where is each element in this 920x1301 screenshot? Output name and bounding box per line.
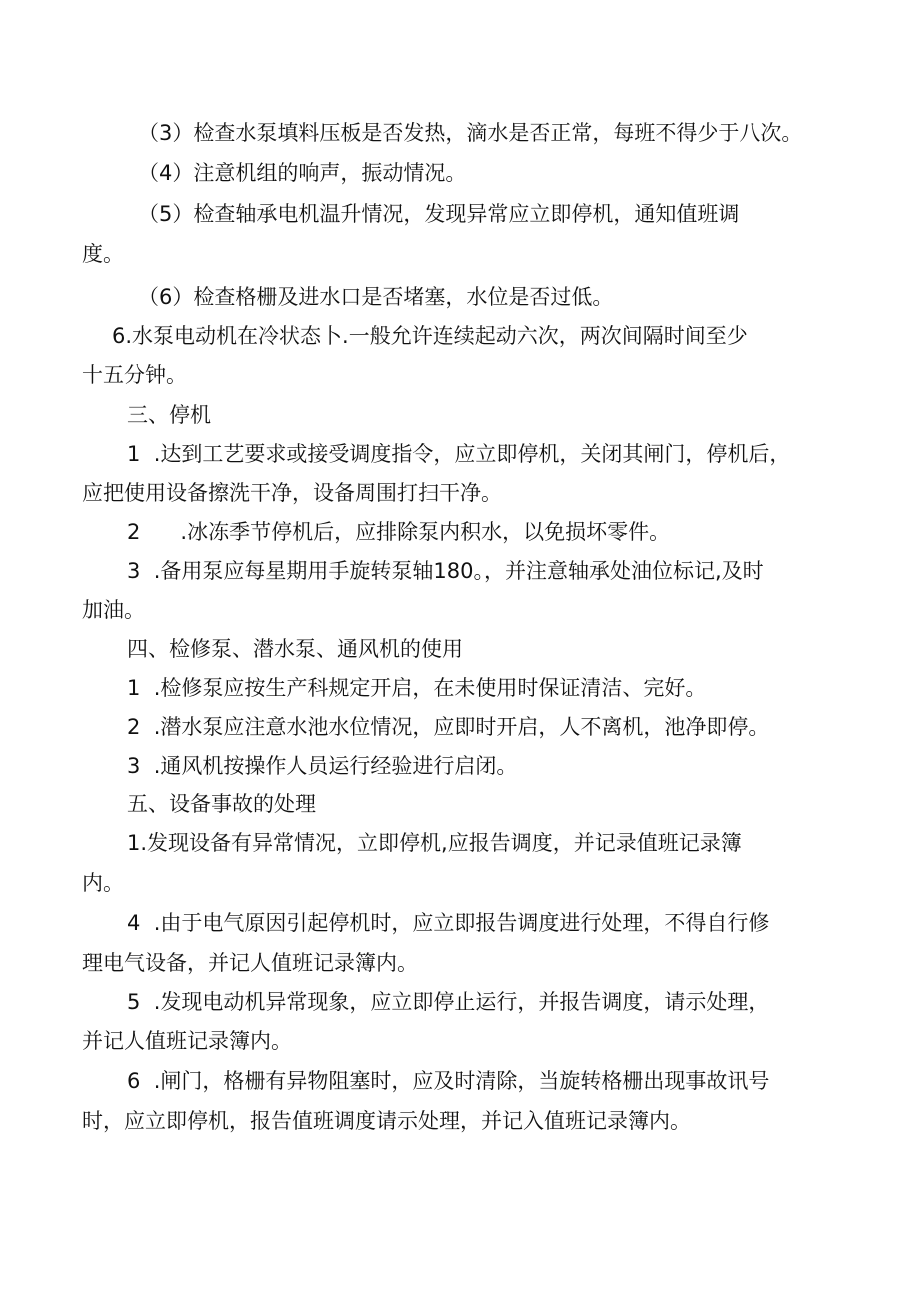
section-4-heading: 四、检修泵、潜水泵、通风机的使用 [127, 637, 463, 661]
stop-item-3-continuation: 加油。 [82, 598, 145, 622]
fault-item-1: 1.发现设备有异常情况，立即停机,应报告调度，并记录值班记录簿 [127, 831, 742, 855]
item-6-continuation: 十五分钟。 [82, 363, 187, 387]
item-4-noise-vibration: （4）注意机组的响声，振动情况。 [138, 161, 467, 185]
item-5-bearing-temp: （5）检查轴承电机温升情况，发现异常应立即停机，通知值班调 [138, 202, 740, 226]
section-5-heading: 五、设备事故的处理 [127, 792, 316, 816]
item-6-motor-starts: 6.水泵电动机在冷状态卜.一般允许连续起动六次，两次间隔时间至少 [112, 324, 748, 348]
stop-item-1-continuation: 应把使用设备擦洗干净，设备周围打扫干净。 [82, 481, 502, 505]
fault-item-6: 6 .闸门，格栅有异物阻塞时，应及时清除，当旋转格栅出现事故讯号 [127, 1069, 770, 1093]
fault-item-1-continuation: 内。 [82, 871, 124, 895]
maint-item-2: 2 .潜水泵应注意水池水位情况，应即时开启，人不离机，池净即停。 [127, 715, 770, 739]
fault-item-5: 5 .发现电动机异常现象，应立即停止运行，并报告调度，请示处理， [127, 990, 770, 1014]
item-6-grille-inlet: （6）检查格栅及进水口是否堵塞，水位是否过低。 [138, 285, 614, 309]
section-3-heading: 三、停机 [127, 403, 211, 427]
stop-item-3: 3 .备用泵应每星期用手旋转泵轴180。，并注意轴承处油位标记,及时 [127, 559, 764, 583]
item-3-check-packing: （3）检查水泵填料压板是否发热，滴水是否正常，每班不得少于八次。 [138, 121, 803, 145]
fault-item-6-continuation: 时，应立即停机，报告值班调度请示处理，并记入值班记录簿内。 [82, 1109, 691, 1133]
fault-item-4: 4 .由于电气原因引起停机时，应立即报告调度进行处理，不得自行修 [127, 911, 770, 935]
stop-item-1: 1 .达到工艺要求或接受调度指令，应立即停机，关闭其闸门，停机后， [127, 442, 791, 466]
stop-item-2: 2 .冰冻季节停机后，应排除泵内积水，以免损坏零件。 [127, 520, 671, 544]
item-5-continuation: 度。 [82, 242, 124, 266]
fault-item-5-continuation: 并记人值班记录簿内。 [82, 1029, 292, 1053]
fault-item-4-continuation: 理电气设备，并记人值班记录簿内。 [82, 951, 418, 975]
maint-item-3: 3 .通风机按操作人员运行经验进行启闭。 [127, 754, 518, 778]
maint-item-1: 1 .检修泵应按生产科规定开启，在未使用时保证清洁、完好。 [127, 676, 707, 700]
